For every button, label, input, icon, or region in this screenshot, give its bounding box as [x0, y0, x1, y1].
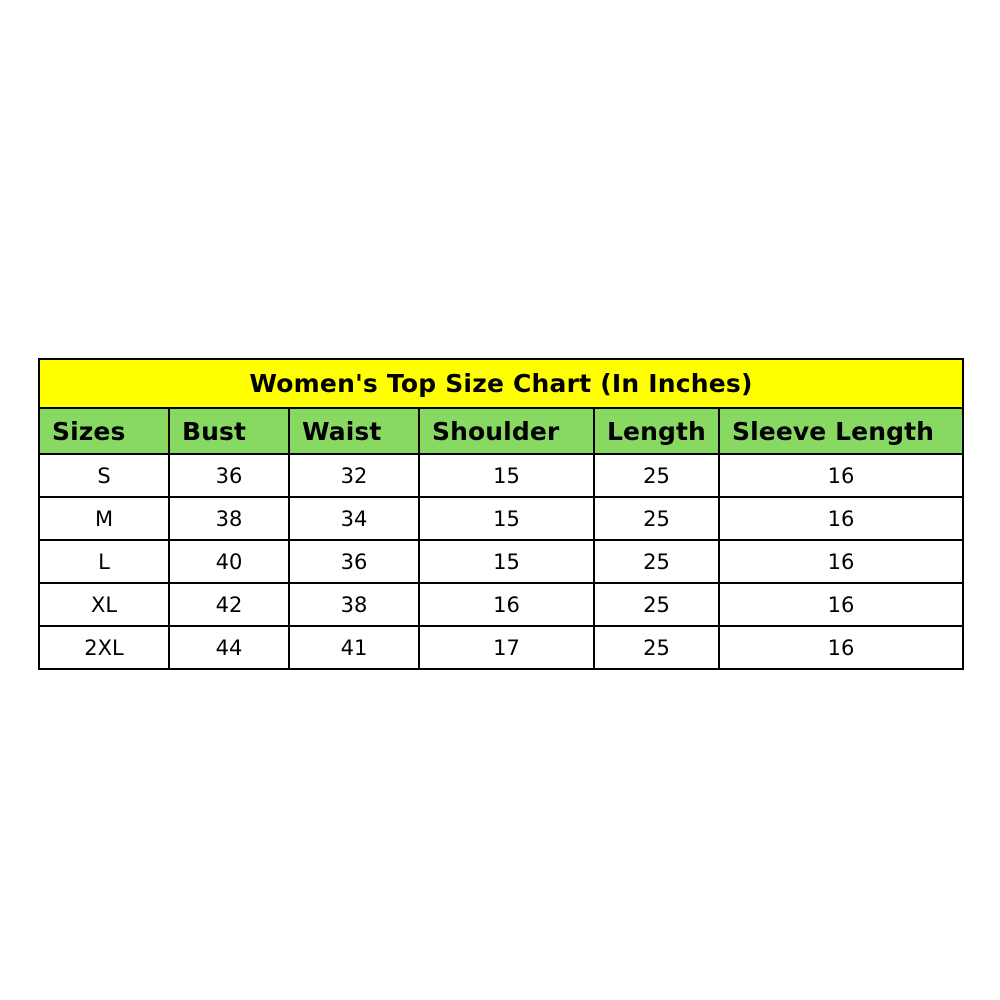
cell-bust: 36 — [169, 454, 289, 497]
column-header-length: Length — [594, 408, 719, 454]
cell-size: M — [39, 497, 169, 540]
cell-bust: 42 — [169, 583, 289, 626]
cell-length: 25 — [594, 626, 719, 669]
size-chart-container — [38, 358, 962, 670]
cell-length: 25 — [594, 540, 719, 583]
column-header-waist: Waist — [289, 408, 419, 454]
cell-size: L — [39, 540, 169, 583]
cell-waist: 38 — [289, 583, 419, 626]
cell-shoulder: 16 — [419, 583, 594, 626]
table-row — [39, 626, 963, 669]
cell-sleeve-length: 16 — [719, 540, 963, 583]
table-row — [39, 540, 963, 583]
cell-bust: 40 — [169, 540, 289, 583]
size-chart-table — [38, 358, 964, 670]
cell-shoulder: 17 — [419, 626, 594, 669]
column-header-shoulder: Shoulder — [419, 408, 594, 454]
cell-waist: 32 — [289, 454, 419, 497]
cell-bust: 38 — [169, 497, 289, 540]
cell-shoulder: 15 — [419, 540, 594, 583]
cell-length: 25 — [594, 454, 719, 497]
cell-waist: 36 — [289, 540, 419, 583]
cell-length: 25 — [594, 497, 719, 540]
table-row — [39, 497, 963, 540]
cell-size: S — [39, 454, 169, 497]
cell-size: XL — [39, 583, 169, 626]
chart-title: Women's Top Size Chart (In Inches) — [39, 359, 963, 408]
table-header-row — [39, 408, 963, 454]
table-row — [39, 583, 963, 626]
cell-size: 2XL — [39, 626, 169, 669]
cell-waist: 41 — [289, 626, 419, 669]
column-header-bust: Bust — [169, 408, 289, 454]
cell-waist: 34 — [289, 497, 419, 540]
cell-sleeve-length: 16 — [719, 626, 963, 669]
column-header-sleeve-length: Sleeve Length — [719, 408, 963, 454]
cell-bust: 44 — [169, 626, 289, 669]
cell-length: 25 — [594, 583, 719, 626]
table-title-row — [39, 359, 963, 408]
cell-sleeve-length: 16 — [719, 583, 963, 626]
cell-sleeve-length: 16 — [719, 497, 963, 540]
cell-shoulder: 15 — [419, 497, 594, 540]
cell-sleeve-length: 16 — [719, 454, 963, 497]
cell-shoulder: 15 — [419, 454, 594, 497]
table-row — [39, 454, 963, 497]
column-header-sizes: Sizes — [39, 408, 169, 454]
